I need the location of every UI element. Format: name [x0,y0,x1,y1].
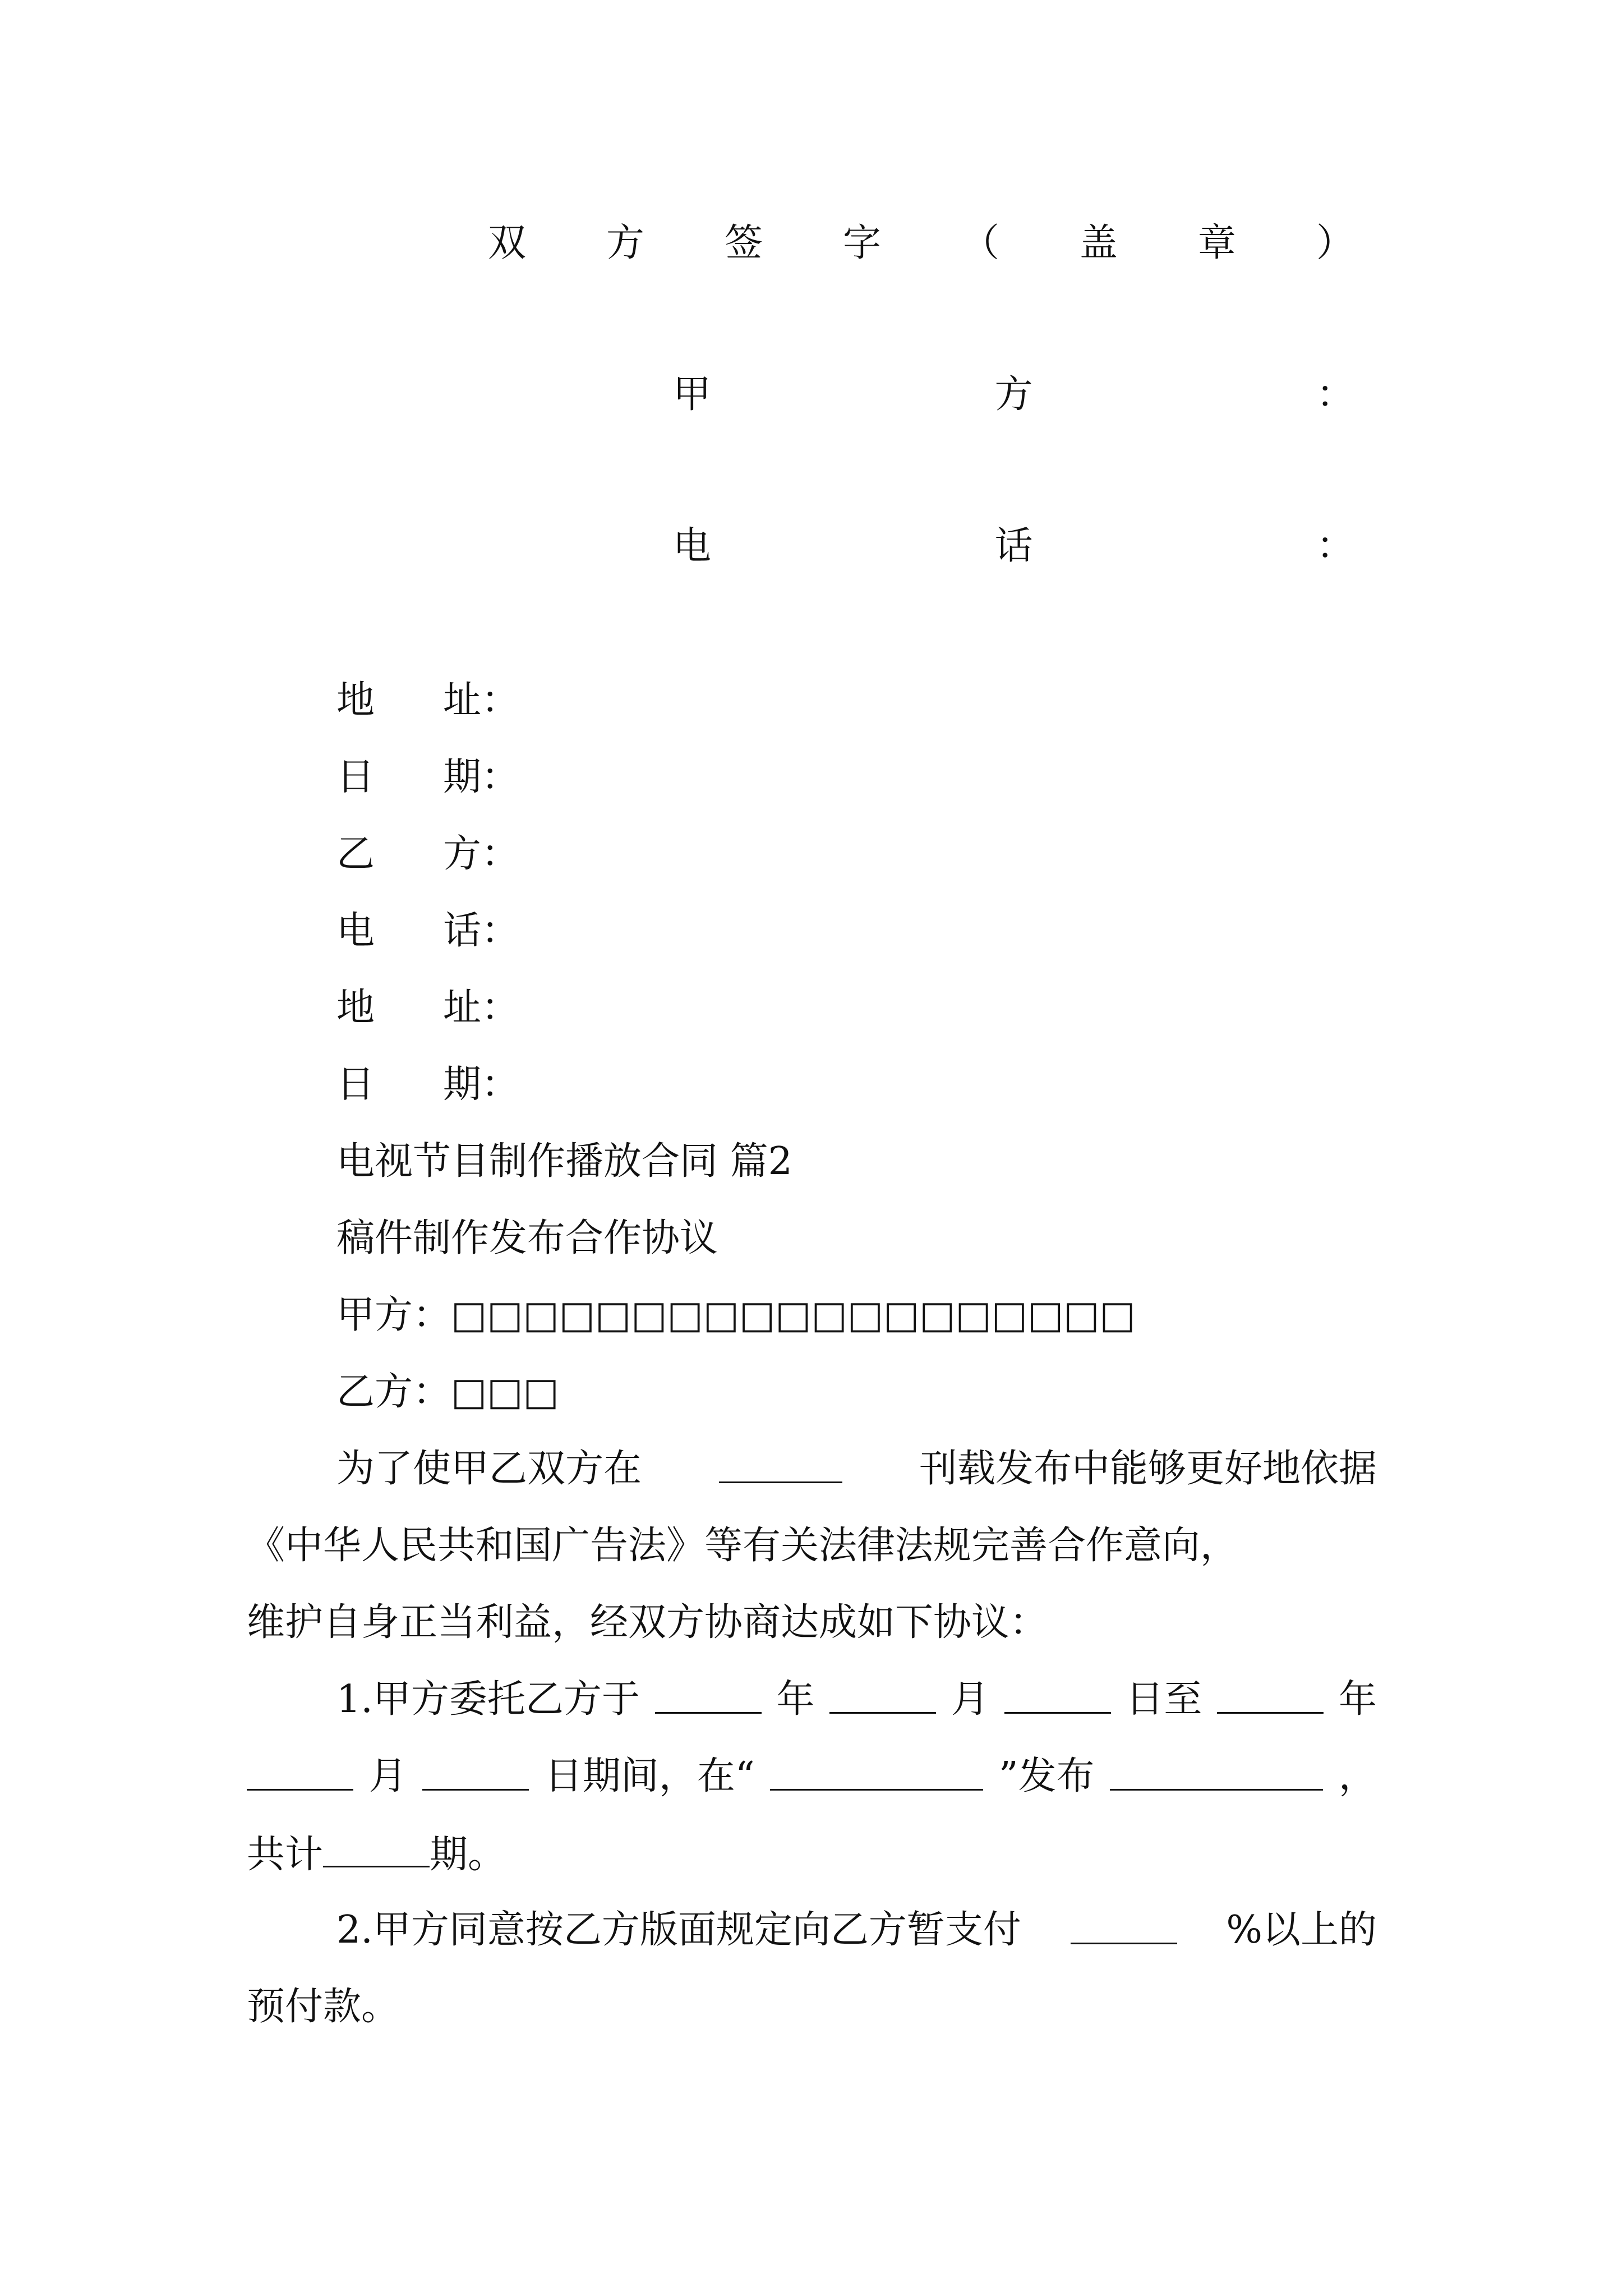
blank-field [1110,1757,1323,1791]
header-char: 方 [606,221,644,265]
blank-field [323,1834,430,1867]
blank-field [655,1681,762,1714]
header-char: 签 [724,221,763,265]
blank-field [422,1757,529,1791]
intro-line-3: 维护自身正当利益，经双方协商达成如下协议： [247,1600,1048,1645]
blank-field [1217,1681,1324,1714]
intro-line-1: 为了使甲乙双方在 刊载发布中能够更好地依据 [336,1447,1377,1491]
party-a-char: 方 [994,372,1033,417]
header-char: 盖 [1079,221,1118,265]
party-b-placeholder-boxes: □□□ [451,1370,559,1414]
agreement-title: 稿件制作发布合作协议 [336,1216,718,1260]
blank-field [719,1450,842,1483]
party-b-line: 乙方：□□□ [336,1370,559,1414]
phone-char: 电 [673,524,712,568]
clause-2-line-2: 预付款。 [247,1985,400,2029]
clause-1-line-3: 共计 期。 [247,1833,506,1877]
party-a-line: 甲方：□□□□□□□□□□□□□□□□□□□ [336,1293,1136,1337]
header-char: （ [961,221,999,265]
party-a-placeholder-boxes: □□□□□□□□□□□□□□□□□□□ [451,1293,1136,1337]
blank-field [1004,1681,1111,1714]
party-a-signature-row [673,372,1354,417]
party-a-char: 甲 [673,372,712,417]
header-char: ） [1316,221,1354,265]
phone-signature-row [673,524,1354,568]
party-a-address-field: 地 址： [336,678,520,723]
party-b-field: 乙 方： [336,832,520,876]
clause-1-line-1: 1.甲方委托乙方于 年 月 日至 年 [336,1677,1377,1722]
party-b-date-field: 日 期： [336,1062,520,1107]
blank-field [247,1757,353,1791]
phone-char: 话 [994,524,1033,568]
header-char: 双 [488,221,527,265]
party-b-phone-field: 电 话： [336,909,520,953]
phone-char: ： [1316,524,1354,568]
blank-field [770,1757,983,1791]
section-title: 电视节目制作播放合同 篇2 [336,1139,792,1184]
party-b-address-field: 地 址： [336,986,520,1030]
blank-field [1071,1911,1177,1944]
header-char: 字 [842,221,881,265]
intro-line-2: 《中华人民共和国广告法》等有关法律法规完善合作意向， [247,1524,1239,1568]
blank-field [829,1681,936,1714]
header-char: 章 [1197,221,1236,265]
clause-2-line-1: 2.甲方同意按乙方版面规定向乙方暂支付 %以上的 [336,1908,1377,1952]
signature-header [488,221,1354,265]
clause-1-line-2: 月 日期间，在“ ”发布 ， [247,1757,1377,1796]
party-a-date-field: 日 期： [336,755,520,799]
party-a-char: ： [1316,372,1354,417]
